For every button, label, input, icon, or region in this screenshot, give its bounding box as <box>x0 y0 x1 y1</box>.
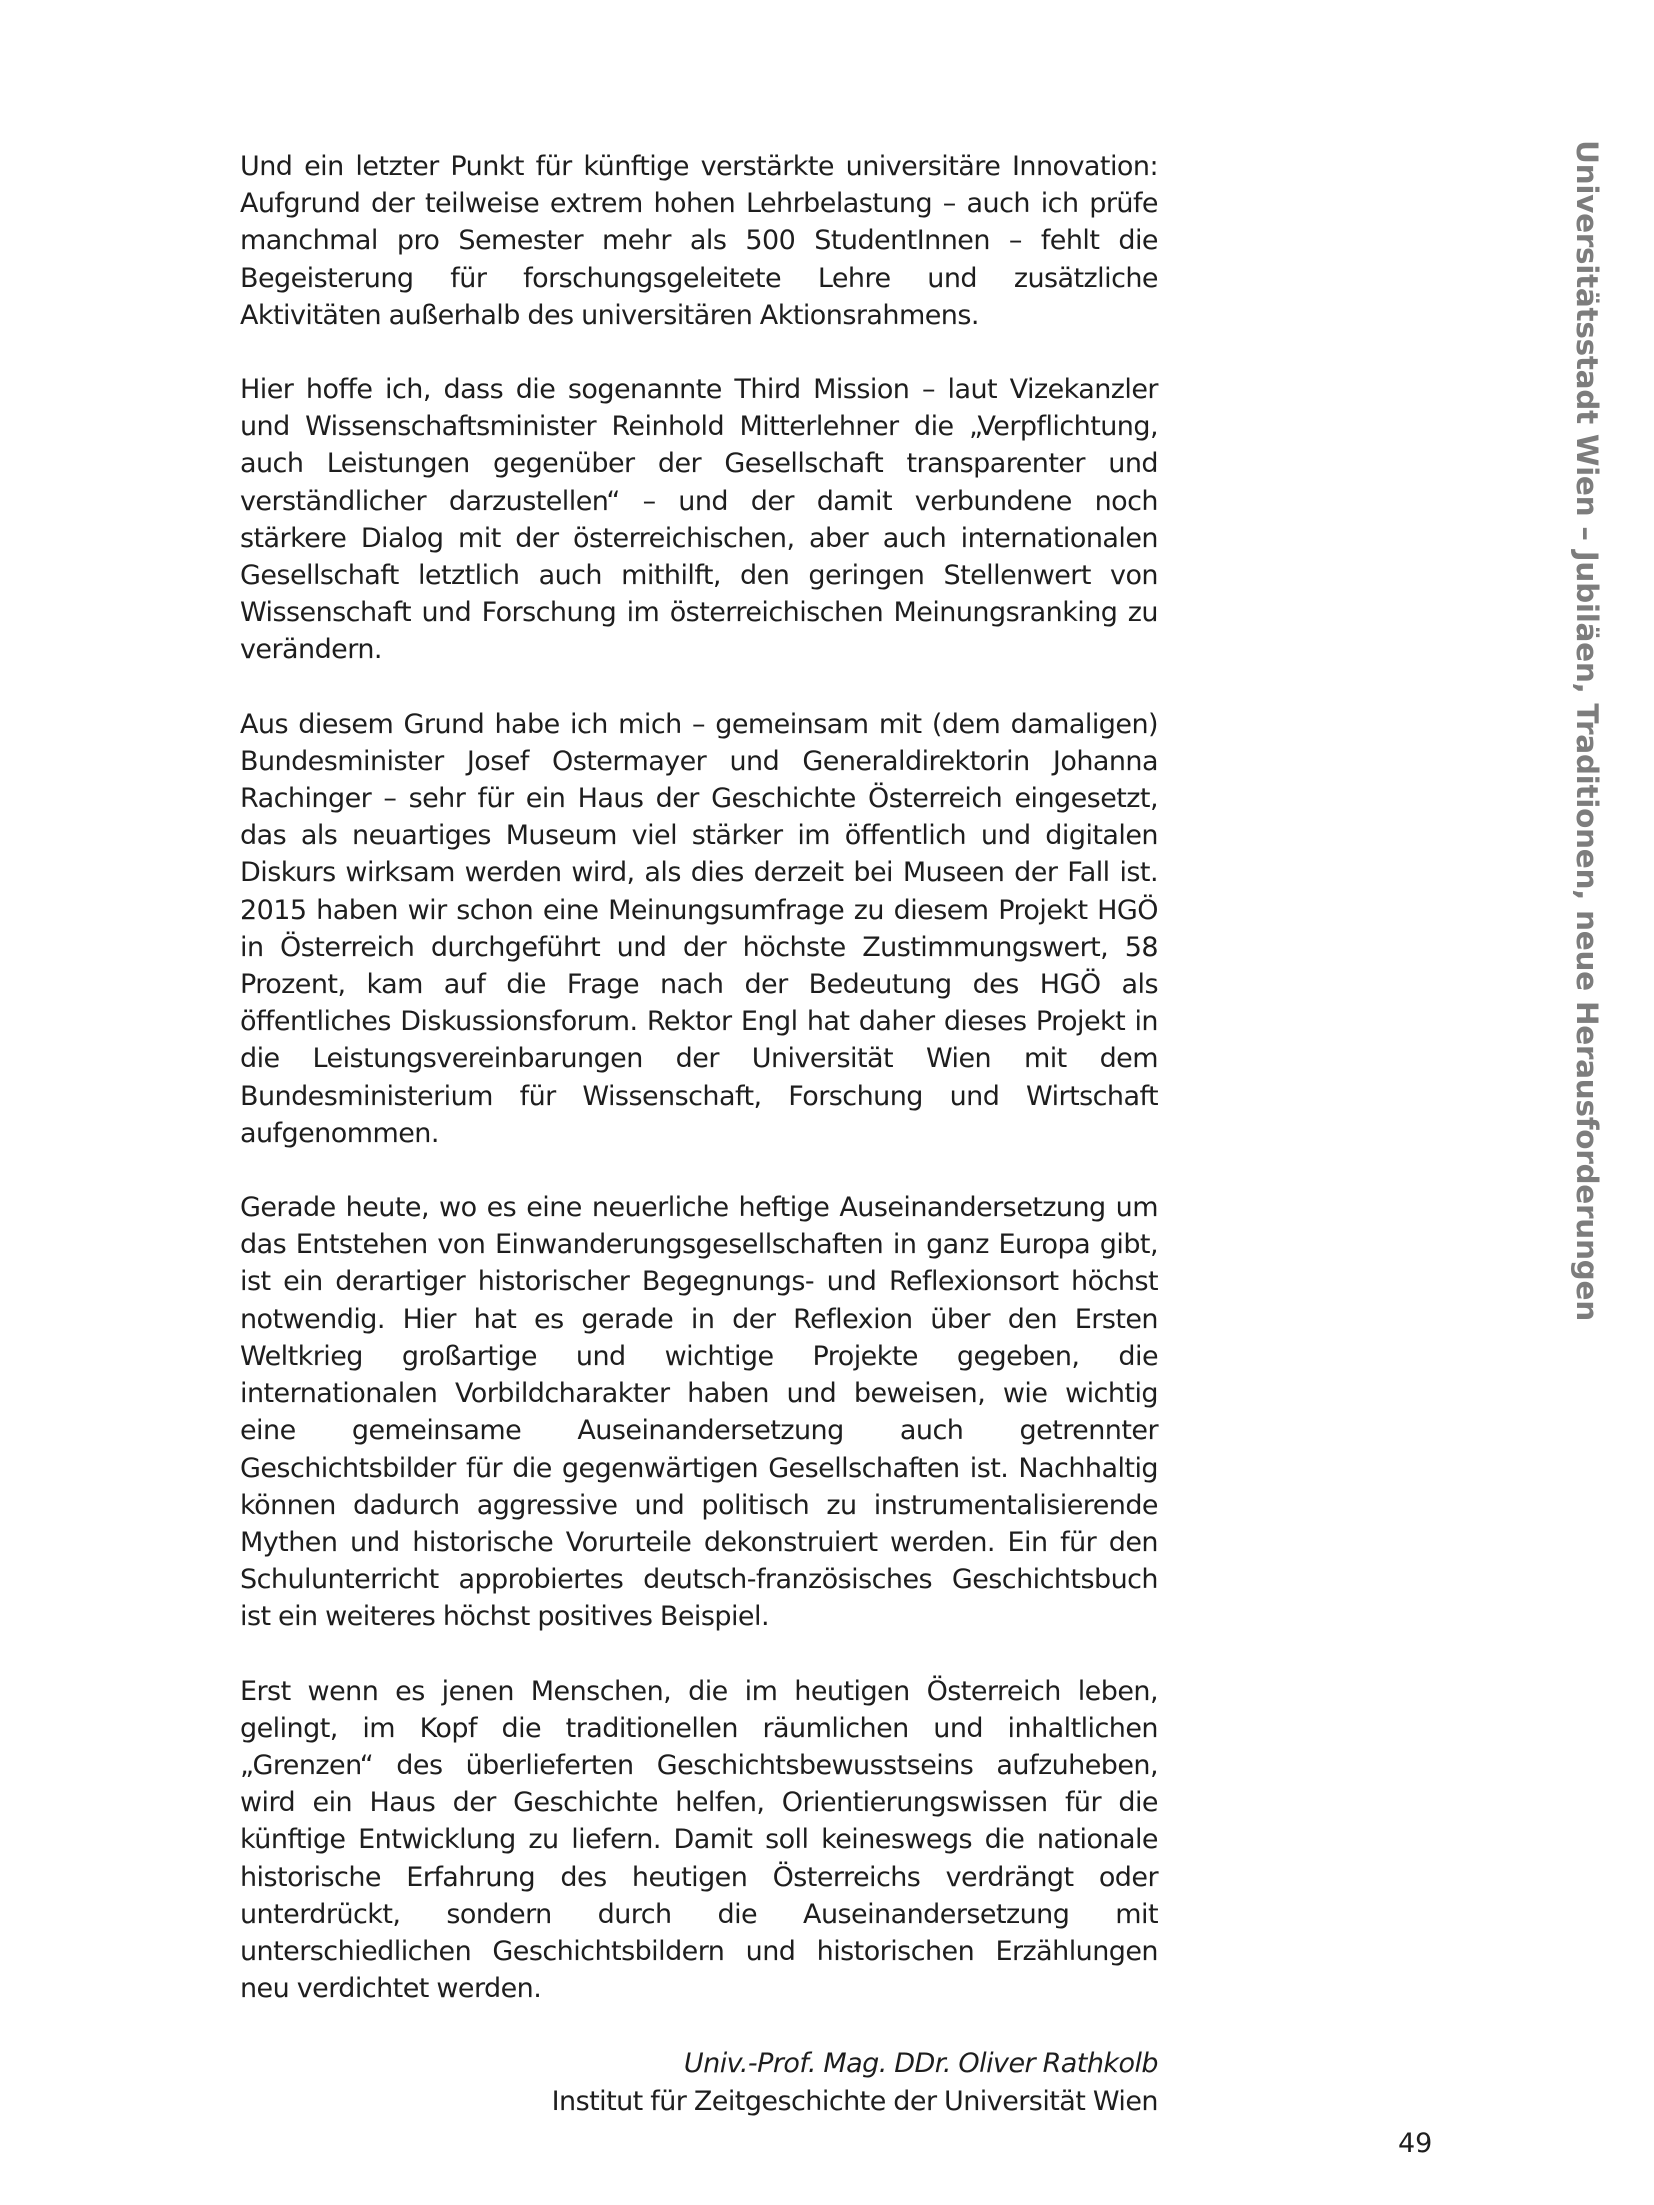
paragraph: Hier hoffe ich, dass die sogenannte Third Mission – laut Vizekanzler und Wissenschaftsminister Reinhold Mitterlehner die „Verpflichtung, auch Leistungen gegenüber der Gesellschaft transparenter und verständlicher darzustellen“ – und der damit verbundene noch stärkere Dialog mit der österreichischen, aber auch internationalen Gesellschaft letztlich auch mithilft, den geringen Stellenwert von Wissenschaft und Forschung im österreichischen Meinungsranking zu verändern. <box>240 374 1158 666</box>
author-name: Univ.-Prof. Mag. DDr. Oliver Rathkolb <box>683 2048 1158 2080</box>
body-text <box>240 148 1158 2120</box>
paragraph: Aus diesem Grund habe ich mich – gemeinsam mit (dem damaligen) Bundesminister Josef Ostermayer und Generaldirektorin Johanna Rachinger – sehr für ein Haus der Geschichte Österreich eingesetzt, das als neuartiges Museum viel stärker im öffentlich und digitalen Diskurs wirksam werden wird, als dies derzeit bei Museen der Fall ist. 2015 haben wir schon eine Meinungsumfrage zu diesem Projekt HGÖ in Österreich durchgeführt und der höchste Zustimmungswert, 58 Prozent, kam auf die Frage nach der Bedeutung des HGÖ als öffentliches Diskussionsforum. Rektor Engl hat daher dieses Projekt in die Leistungsvereinbarungen der Universität Wien mit dem Bundesministerium für Wissenschaft, Forschung und Wirtschaft aufgenommen. <box>240 708 1158 1149</box>
author-institution: Institut für Zeitgeschichte der Universität Wien <box>551 2085 1158 2117</box>
paragraph: Gerade heute, wo es eine neuerliche heftige Auseinandersetzung um das Entstehen von Einwanderungsgesellschaften in ganz Europa gibt, ist ein derartiger historischer Begegnungs- und Reflexionsort höchst notwendig. Hier hat es gerade in der Reflexion über den Ersten Weltkrieg großartige und wichtige Projekte gegeben, die internationalen Vorbildcharakter haben und beweisen, wie wichtig eine gemeinsame Auseinandersetzung auch getrennter Geschichtsbilder für die gegenwärtigen Gesellschaften ist. Nachhaltig können dadurch aggressive und politisch zu instrumentalisierende Mythen und historische Vorurteile dekonstruiert werden. Ein für den Schulunterricht approbiertes deutsch-französisches Geschichtsbuch ist ein weiteres höchst positives Beispiel. <box>240 1192 1158 1633</box>
page-number: 49 <box>1398 2128 1433 2159</box>
paragraph: Und ein letzter Punkt für künftige verstärkte universitäre Innovation: Aufgrund der teilweise extrem hohen Lehrbelastung – auch ich prüfe manchmal pro Semester mehr als 500 StudentInnen – fehlt die Begeisterung für forschungsgeleitete Lehre und zusätzliche Aktivitäten außerhalb des universitären Aktionsrahmens. <box>240 151 1158 331</box>
paragraph: Erst wenn es jenen Menschen, die im heutigen Österreich leben, gelingt, im Kopf die traditionellen räumlichen und inhaltlichen „Grenzen“ des überlieferten Geschichtsbewusstseins aufzuheben, wird ein Haus der Geschichte helfen, Orientierungswissen für die künftige Entwicklung zu liefern. Damit soll keineswegs die nationale historische Erfahrung des heutigen Österreichs verdrängt oder unterdrückt, sondern durch die Auseinandersetzung mit unterschiedlichen Geschichtsbildern und historischen Erzählungen neu verdichtet werden. <box>240 1675 1158 2005</box>
signature-block <box>240 2045 1158 2119</box>
running-section-title: Universitätsstadt Wien – Jubiläen, Traditionen, neue Herausforderungen <box>1570 140 1604 1321</box>
